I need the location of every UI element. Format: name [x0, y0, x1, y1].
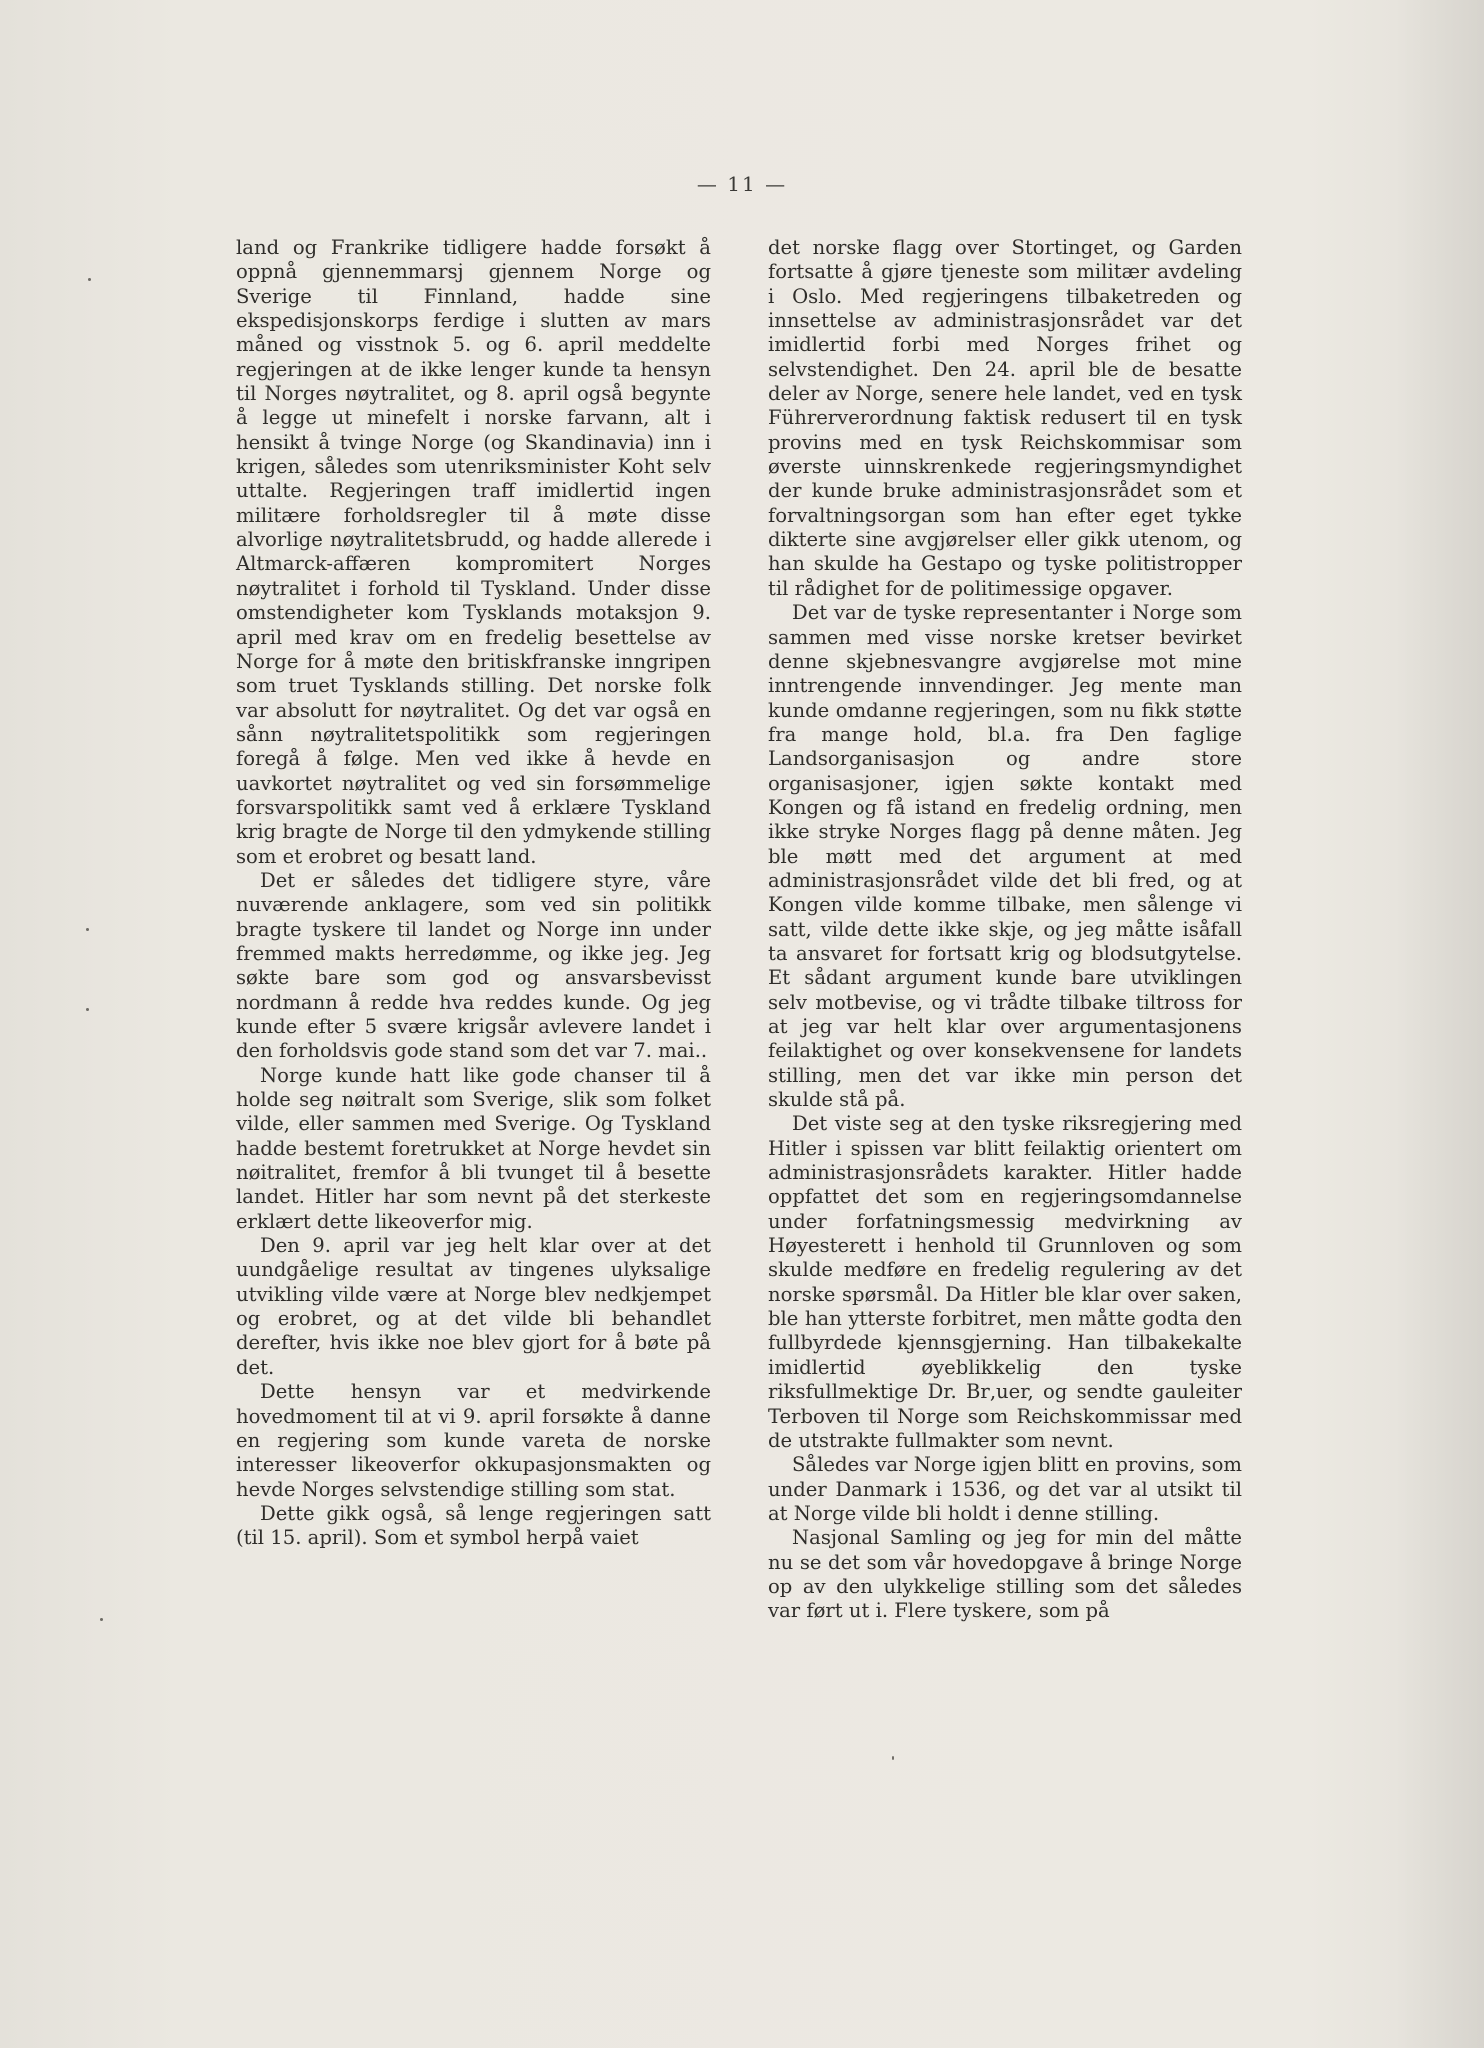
paper-speck	[86, 928, 89, 931]
page-number: — 11 —	[696, 172, 788, 196]
paper-speck	[88, 278, 91, 281]
paragraph: land og Frankrike tidligere hadde forsøkt å oppnå gjennemmarsj gjennem Norge og Sverige til Finnland, hadde sine ekspedisjonskorps ferdige i slutten av mars måned og visstnok 5. og 6. april meddelte regjeringen at de ikke lenger kunde ta hensyn til Norges nøytralitet, og 8. april også begynte å legge ut minefelt i norske farvann, alt i hensikt å tvinge Norge (og Skandinavia) inn i krigen, således som utenriksminister Koht selv uttalte. Regjeringen traff imidlertid ingen militære forholdsregler til å møte disse alvorlige nøytralitetsbrudd, og hadde allerede i Altmarck-affæren kompromitert Norges nøytralitet i forhold til Tyskland. Under disse omstendigheter kom Tysklands motaksjon 9. april med krav om en fredelig besettelse av Norge for å møte den britiskfranske inngripen som truet Tysklands stilling. Det norske folk var absolutt for nøytralitet. Og det var også en sånn nøytralitetspolitikk som regjeringen foregå å følge. Men ved ikke å hevde en uavkortet nøytralitet og ved sin forsømmelige forsvarspolitikk samt ved å erklære Tyskland krig bragte de Norge til den ydmykende stilling som et erobret og besatt land.	[236, 236, 711, 868]
paper-speck	[86, 1008, 89, 1011]
paragraph: Dette hensyn var et medvirkende hovedmoment til at vi 9. april forsøkte å danne en regjering som kunde vareta de norske interesser likeoverfor okkupasjonsmakten og hevde Norges selvstendige stilling som stat.	[236, 1380, 711, 1501]
right-column	[768, 236, 1242, 1624]
left-column	[236, 236, 711, 1551]
paragraph: Således var Norge igjen blitt en provins, som under Danmark i 1536, og det var al utsikt til at Norge vilde bli holdt i denne stilling.	[768, 1453, 1242, 1525]
paragraph: Norge kunde hatt like gode chanser til å holde seg nøitralt som Sverige, slik som folket vilde, eller sammen med Sverige. Og Tyskland hadde bestemt foretrukket at Norge hevdet sin nøitralitet, fremfor å bli tvunget til å besette landet. Hitler har som nevnt på det sterkeste erklært dette likeoverfor mig.	[236, 1063, 711, 1233]
paragraph: Nasjonal Samling og jeg for min del måtte nu se det som vår hovedopgave å bringe Norge op av den ulykkelige stilling som det således var ført ut i. Flere tyskere, som på	[768, 1526, 1242, 1623]
paragraph: Den 9. april var jeg helt klar over at det uundgåelige resultat av tingenes ulyksalige utvikling vilde være at Norge blev nedkjempet og erobret, og at det vilde bli behandlet derefter, hvis ikke noe blev gjort for å bøte på det.	[236, 1234, 711, 1379]
paper-speck	[100, 1618, 103, 1621]
paragraph: Det er således det tidligere styre, våre nuværende anklagere, som ved sin politikk bragte tyskere til landet og Norge inn under fremmed makts herredømme, og ikke jeg. Jeg søkte bare som god og ansvarsbevisst nordmann å redde hva reddes kunde. Og jeg kunde efter 5 svære krigsår avlevere landet i den forholdsvis gode stand som det var 7. mai..	[236, 868, 711, 1063]
paper-speck	[892, 1756, 894, 1760]
paragraph: det norske flagg over Stortinget, og Garden fortsatte å gjøre tjeneste som militær avdeling i Oslo. Med regjeringens tilbaketreden og innsettelse av administrasjonsrådet var det imidlertid forbi med Norges frihet og selvstendighet. Den 24. april ble de besatte deler av Norge, senere hele landet, ved en tysk Führerverordnung faktisk redusert til en tysk provins med en tysk Reichskommisar som øverste uinnskrenkede regjeringsmyndighet der kunde bruke administrasjonsrådet som et forvaltningsorgan som han efter eget tykke dikterte sine avgjørelser eller gikk utenom, og han skulde ha Gestapo og tyske politistropper til rådighet for de politimessige opgaver.	[768, 236, 1242, 600]
page-edge-shadow	[1394, 0, 1484, 2048]
paragraph: Dette gikk også, så lenge regjeringen satt (til 15. april). Som et symbol herpå vaiet	[236, 1501, 711, 1550]
paragraph: Det var de tyske representanter i Norge som sammen med visse norske kretser bevirket denne skjebnesvangre avgjørelse mot mine inntrengende innvendinger. Jeg mente man kunde omdanne regjeringen, som nu fikk støtte fra mange hold, bl.a. fra Den faglige Landsorganisasjon og andre store organisasjoner, igjen søkte kontakt med Kongen og få istand en fredelig ordning, men ikke stryke Norges flagg på denne måten. Jeg ble møtt med det argument at med administrasjonsrådet vilde det bli fred, og at Kongen vilde komme tilbake, men sålenge vi satt, vilde dette ikke skje, og jeg måtte isåfall ta ansvaret for fortsatt krig og blodsutgytelse. Et sådant argument kunde bare utviklingen selv motbevise, og vi trådte tilbake tiltross for at jeg var helt klar over argumentasjonens feilaktighet og over konsekvensene for landets stilling, men det var ikke min person det skulde stå på.	[768, 601, 1242, 1112]
paragraph: Det viste seg at den tyske riksregjering med Hitler i spissen var blitt feilaktig orientert om administrasjonsrådets karakter. Hitler hadde oppfattet det som en regjeringsomdannelse under forfatningsmessig medvirkning av Høyesterett i henhold til Grunnloven og som skulde medføre en fredelig regulering av det norske spørsmål. Da Hitler ble klar over saken, ble han ytterste forbitret, men måtte godta den fullbyrdede kjennsgjerning. Han tilbakekalte imidlertid øyeblikkelig den tyske riksfullmektige Dr. Br‚uer, og sendte gauleiter Terboven til Norge som Reichskommissar med de utstrakte fullmakter som nevnt.	[768, 1112, 1242, 1452]
